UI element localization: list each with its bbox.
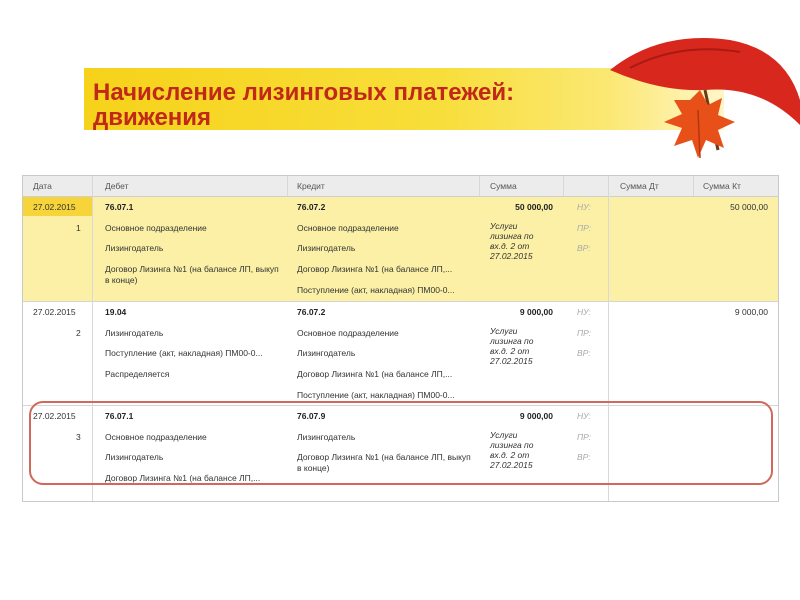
row-sum-kt: 50 000,00: [730, 202, 768, 212]
title-line-2: движения: [93, 104, 212, 131]
header-credit[interactable]: Кредит: [297, 181, 325, 191]
debit-subconto-2: Лизингодатель: [105, 452, 164, 462]
label-vr: ВР:: [577, 243, 591, 253]
debit-subconto-1: Основное подразделение: [105, 432, 207, 442]
credit-account: 76.07.2: [297, 202, 326, 212]
row-content: Услуги лизинга по вх.д. 2 от 27.02.2015: [490, 430, 534, 470]
debit-subconto-2: Лизингодатель: [105, 243, 164, 253]
header-sum[interactable]: Сумма: [490, 181, 517, 191]
row-content: Услуги лизинга по вх.д. 2 от 27.02.2015: [490, 221, 534, 261]
row-sum: 50 000,00: [515, 202, 553, 212]
label-pr: ПР:: [577, 432, 592, 442]
debit-subconto-3: Договор Лизинга №1 (на балансе ЛП,...: [105, 473, 261, 483]
column-divider: [563, 176, 564, 196]
credit-account: 76.07.9: [297, 411, 326, 421]
row-sum-kt: 9 000,00: [734, 307, 768, 317]
debit-account: 19.04: [105, 307, 127, 317]
page-title: [93, 80, 633, 130]
column-divider: [693, 176, 694, 196]
label-pr: ПР:: [577, 223, 592, 233]
label-vr: ВР:: [577, 452, 591, 462]
row-date: 27.02.2015: [33, 307, 76, 317]
label-nu: НУ:: [577, 411, 591, 421]
credit-subconto-3: Договор Лизинга №1 (на балансе ЛП,...: [297, 264, 453, 274]
label-vr: ВР:: [577, 348, 591, 358]
credit-account: 76.07.2: [297, 307, 326, 317]
header-sum-kt[interactable]: Сумма Кт: [703, 181, 741, 191]
row-sum: 9 000,00: [519, 307, 553, 317]
label-pr: ПР:: [577, 328, 592, 338]
row-sum: 9 000,00: [519, 411, 553, 421]
header-date[interactable]: Дата: [33, 181, 52, 191]
credit-subconto-1: Основное подразделение: [297, 223, 399, 233]
table-row[interactable]: [23, 301, 778, 406]
credit-subconto-2: Договор Лизинга №1 (на балансе ЛП, выкуп в конце): [297, 452, 471, 473]
credit-subconto-1: Лизингодатель: [297, 432, 356, 442]
debit-account: 76.07.1: [105, 202, 134, 212]
highlight-frame: [29, 401, 773, 485]
row-number: 2: [76, 328, 81, 338]
credit-subconto-3: Договор Лизинга №1 (на балансе ЛП,...: [297, 369, 453, 379]
header-sum-dt[interactable]: Сумма Дт: [620, 181, 659, 191]
header-debit[interactable]: Дебет: [105, 181, 129, 191]
debit-subconto-3: Распределяется: [105, 369, 170, 379]
column-divider: [287, 176, 288, 196]
label-nu: НУ:: [577, 307, 591, 317]
credit-subconto-4: Поступление (акт, накладная) ПМ00-0...: [297, 285, 455, 295]
debit-account: 76.07.1: [105, 411, 134, 421]
row-date: 27.02.2015: [33, 202, 76, 212]
row-number: 1: [76, 223, 81, 233]
umbrella-leaf-icon: [600, 30, 800, 180]
debit-subconto-3: Договор Лизинга №1 (на балансе ЛП, выкуп в конце): [105, 264, 279, 285]
title-line-1: Начисление лизинговых платежей:: [93, 79, 515, 106]
debit-subconto-2: Поступление (акт, накладная) ПМ00-0...: [105, 348, 263, 358]
table-header: [23, 176, 778, 197]
column-divider: [479, 176, 480, 196]
table-row[interactable]: [23, 197, 778, 301]
credit-subconto-2: Лизингодатель: [297, 243, 356, 253]
row-content: Услуги лизинга по вх.д. 2 от 27.02.2015: [490, 326, 534, 366]
credit-subconto-1: Основное подразделение: [297, 328, 399, 338]
credit-subconto-2: Лизингодатель: [297, 348, 356, 358]
row-date: 27.02.2015: [33, 411, 76, 421]
row-number: 3: [76, 432, 81, 442]
label-nu: НУ:: [577, 202, 591, 212]
debit-subconto-1: Лизингодатель: [105, 328, 164, 338]
credit-subconto-4: Поступление (акт, накладная) ПМ00-0...: [297, 390, 455, 400]
debit-subconto-1: Основное подразделение: [105, 223, 207, 233]
